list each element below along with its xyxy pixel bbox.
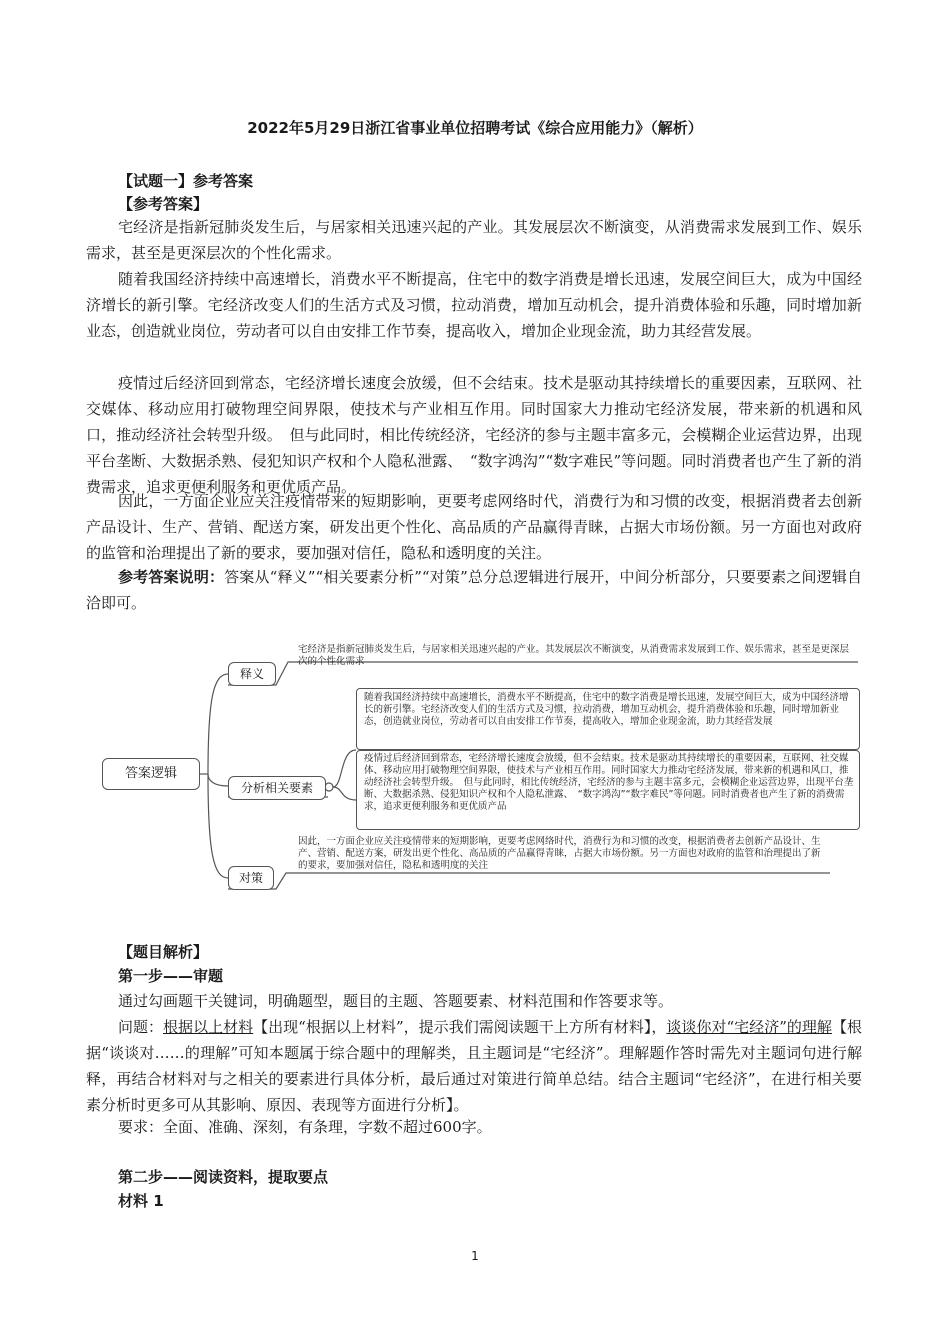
step-two-heading: 第二步——阅读资料，提取要点 <box>118 1168 329 1186</box>
material-label: 材料 1 <box>118 1192 164 1210</box>
reference-answer-heading: 【参考答案】 <box>118 195 209 213</box>
analysis-heading: 【题目解析】 <box>118 943 209 961</box>
mindmap-leaf-definition: 宅经济是指新冠肺炎发生后，与居家相关迅速兴起的产业。其发展层次不断演变，从消费需求发展到工作、娱乐需求，甚至是更深层次的个性化需求 <box>298 644 850 667</box>
question-keyword-1: 根据以上材料 <box>163 1018 254 1036</box>
answer-note-text: 答案从“释义”“相关要素分析”“对策”总分总逻辑进行展开，中间分析部分，只要要素之间逻辑自洽即可。 <box>86 568 862 612</box>
mindmap-branch-definition: 释义 <box>228 662 276 686</box>
question-note-1: 【出现“根据以上材料”，提示我们需阅读题干上方所有材料】， <box>253 1018 667 1036</box>
answer-logic-mindmap <box>98 640 868 900</box>
answer-paragraph-2: 随着我国经济持续中高速增长，消费水平不断提高，住宅中的数字消费是增长迅速，发展空间巨大，成为中国经济增长的新引擎。宅经济改变人们的生活方式及习惯，拉动消费，增加互动机会，提升消费体验和乐趣，同时增加新业态，创造就业岗位，劳动者可以自由安排工作节奏，提高收入，增加企业现金流，助力其经营发展。 <box>86 270 862 340</box>
mindmap-leaf-analysis-1: 随着我国经济持续中高速增长，消费水平不断提高，住宅中的数字消费是增长迅速，发展空间巨大，成为中国经济增长的新引擎。宅经济改变人们的生活方式及习惯，拉动消费，增加互动机会，提升消费体验和乐趣，同时增加新业态，创造就业岗位，劳动者可以自由安排工作节奏，提高收入，增加企业现金流，助力其经营发展 <box>364 692 849 727</box>
step-one-heading: 第一步——审题 <box>118 967 224 985</box>
document-title: 2022年5月29日浙江省事业单位招聘考试《综合应用能力》（解析） <box>247 119 703 137</box>
question-note-2: 【根据“谈谈对……的理解”可知本题属于综合题中的理解类，且主题词是“宅经济”。理解题作答时需先对主题词句进行解释，再结合材料对与之相关的要素进行具体分析，最后通过对策进行简单总结。结合主题词“宅经济”，在进行相关要素分析时更多可从其影响、原因、表现等方面进行分析】。 <box>86 1018 862 1114</box>
question-keyword-2: 谈谈你对“宅经济”的理解 <box>666 1018 832 1036</box>
answer-paragraph-1: 宅经济是指新冠肺炎发生后，与居家相关迅速兴起的产业。其发展层次不断演变，从消费需求发展到工作、娱乐需求，甚至是更深层次的个性化需求。 <box>86 218 862 262</box>
mindmap-leaf-countermeasure: 因此，一方面企业应关注疫情带来的短期影响，更要考虑网络时代，消费行为和习惯的改变，根据消费者去创新产品设计、生产、营销、配送方案，研发出更个性化、高品质的产品赢得青睐，占据大市场份额。另一方面也对政府的监管和治理提出了新的要求，要加强对信任，隐私和透明度的关注 <box>298 836 821 871</box>
mindmap-root-node: 答案逻辑 <box>102 758 200 790</box>
answer-note-label: 参考答案说明： <box>118 568 225 586</box>
step-one-intro: 通过勾画题干关键词，明确题型，题目的主题、答题要素、材料范围和作答要求等。 <box>118 992 674 1010</box>
answer-paragraph-4: 因此，一方面企业应关注疫情带来的短期影响，更要考虑网络时代，消费行为和习惯的改变，根据消费者去创新产品设计、生产、营销、配送方案，研发出更个性化、高品质的产品赢得青睐，占据大市场份额。另一方面也对政府的监管和治理提出了新的要求，要加强对信任，隐私和透明度的关注。 <box>86 492 862 562</box>
mindmap-branch-countermeasure: 对策 <box>228 866 274 890</box>
question-one-heading: 【试题一】参考答案 <box>118 172 254 190</box>
answer-paragraph-3: 疫情过后经济回到常态，宅经济增长速度会放缓，但不会结束。技术是驱动其持续增长的重要因素，互联网、社交媒体、移动应用打破物理空间界限，使技术与产业相互作用。同时国家大力推动宅经济发展，带来新的机遇和风口，推动经济社会转型升级。 但与此同时，相比传统经济，宅经济的参与主题丰富多元，会模糊企业运营边界，出现平台垄断、大数据杀熟、侵犯知识产权和个人隐私泄露、 “数字鸿沟”“数字难民”等问题。同时消费者也产生了新的消费需求，追求更便利服务和更优质产品。 <box>86 374 862 496</box>
requirement-text: 要求：全面、准确、深刻，有条理，字数不超过600字。 <box>118 1118 492 1136</box>
question-text <box>86 1014 862 1118</box>
mindmap-leaf-analysis-2: 疫情过后经济回到常态，宅经济增长速度会放缓，但不会结束。技术是驱动其持续增长的重要因素，互联网、社交媒体、移动应用打破物理空间界限，使技术与产业相互作用。同时国家大力推动宅经济发展，带来新的机遇和风口，推动经济社会转型升级。 但与此同时，相比传统经济，宅经济的参与主题丰富多元，会模糊企业运营边界，出现平台垄断、大数据杀熟、侵犯知识产权和个人隐私泄露、 “数字鸿沟”“数字难民”等问题。同时消费者也产生了新的消费需求，追求更便利服务和更优质产品 <box>364 753 854 812</box>
page-number: 1 <box>471 1249 479 1263</box>
mindmap-branch-analysis: 分析相关要素 <box>228 776 326 800</box>
answer-note <box>86 564 862 616</box>
question-label: 问题： <box>118 1018 164 1036</box>
